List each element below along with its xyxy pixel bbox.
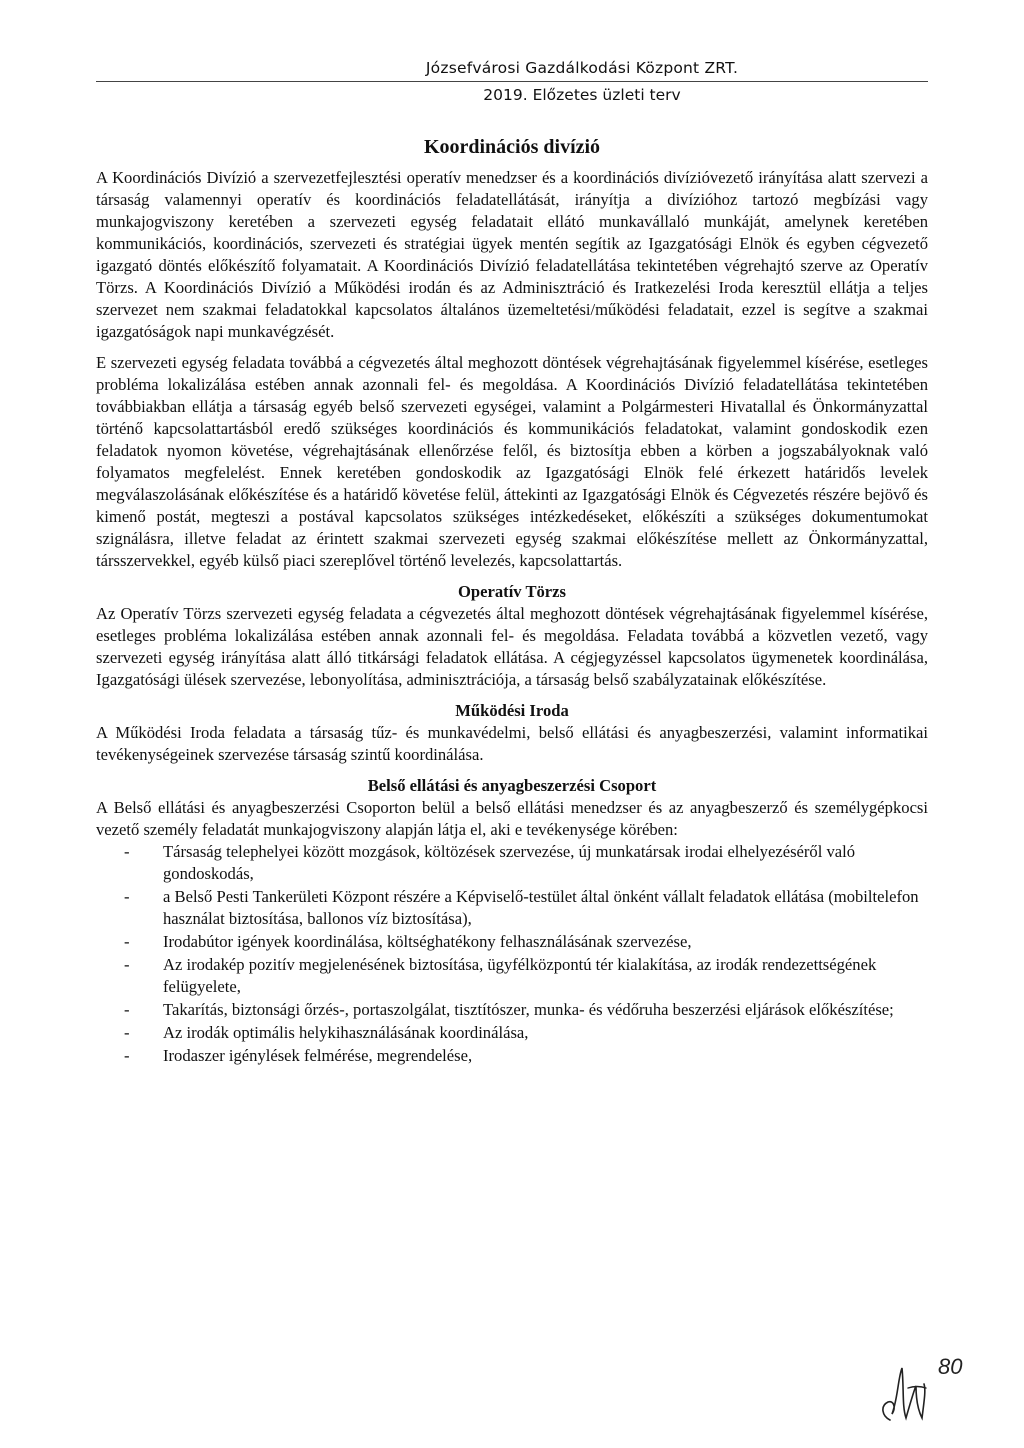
list-item: - Irodabútor igények koordinálása, költséghatékony felhasználásának szervezése, bbox=[124, 932, 692, 951]
list-item: - Társaság telephelyei között mozgások, költözések szervezése, új munkatársak irodai elhelyezéséről való gondoskodás, bbox=[124, 842, 856, 883]
list-item: - Irodaszer igénylések felmérése, megrendelése, bbox=[124, 1046, 473, 1065]
dash-marker: - bbox=[124, 842, 130, 861]
page-title: Koordinációs divízió bbox=[423, 136, 601, 158]
dash-marker: - bbox=[124, 955, 130, 974]
task-list bbox=[96, 841, 928, 1067]
dash-marker: - bbox=[124, 932, 130, 951]
dash-marker: - bbox=[124, 1046, 130, 1065]
section-text-mukodesi: A Működési Iroda feladata a társaság tűz- és munkavédelmi, belső ellátási és anyagbeszerzési, valamint informatikai tevékenységeinek szervezése társaság szintű koordinálása. bbox=[96, 723, 928, 764]
dash-marker: - bbox=[124, 1000, 130, 1019]
signature-stroke bbox=[883, 1368, 925, 1420]
section-text-operativ: Az Operatív Törzs szervezeti egység feladata a cégvezetés által meghozott döntések végrehajtásának figyelemmel kísérése, esetleges probléma lokalizálása estében annak azonnali fel- és megoldása. Feladata továbbá a közvetlen vezető, vagy szervezeti egység irányítása alatt álló titkársági feladatok ellátása. A cégjegyzéssel kapcsolatos ügymenetek koordinálása, Igazgatósági ülések szervezése, lebonyolítása, adminisztrációja, a társaság belső szabályzatainak előkészítése. bbox=[96, 604, 928, 689]
document-page bbox=[96, 58, 928, 1068]
header-organization: Józsefvárosi Gazdálkodási Központ ZRT. bbox=[425, 59, 739, 77]
paragraph-tasks: E szervezeti egység feladata továbbá a cégvezetés által meghozott döntések végrehajtásának figyelemmel kísérése, esetleges probléma lokalizálása estében annak azonnali fel- és megoldása. A Koordinációs Divízió feladatellátása tekintetében továbbiakban ellátja a társaság egyéb belső szervezeti egységei, valamint a Polgármesteri Hivatallal és Önkormányzattal történő kapcsolattartásból eredő szükséges koordinációs és kommunikációs feladatokat, valamint gondoskodik ezen feladatok nyomon követése, végrehajtásának ellenőrzése felől, és biztosítja ebben a körben a jogszabályoknak való folyamatos megfelelést. Ennek keretében gondoskodik az Igazgatósági Elnök felé érkezett határidős levelek megválaszolásának előkészítése és a határidő követése felül, áttekinti az Igazgatósági Elnök és Cégvezetés részére bejövő és kimenő postát, megteszi a postával kapcsolatos szükséges intézkedéseket, előkészíti a szükséges dokumentumokat szignálásra, illetve feladat az érintett szakmai szervezeti egység szakmai előkészítése mellett az Önkormányzattal, társszervekkel, egyéb külső piaci szereplővel történő levelezés, kapcsolattartás. bbox=[96, 353, 928, 570]
section-heading-belso: Belső ellátási és anyagbeszerzési Csoport bbox=[367, 776, 657, 795]
list-item: - Az irodák optimális helykihasználásának koordinálása, bbox=[124, 1023, 529, 1042]
dash-marker: - bbox=[124, 887, 130, 906]
header-plan-title: 2019. Előzetes üzleti terv bbox=[483, 86, 681, 104]
section-text-belso: A Belső ellátási és anyagbeszerzési Csoporton belül a belső ellátási menedzser és az anyagbeszerző és személygépkocsi vezető személy feladatát munkajogviszony alapján látja el, aki e tevékenysége körében: bbox=[96, 798, 928, 839]
dash-marker: - bbox=[124, 1023, 130, 1042]
section-heading-mukodesi: Működési Iroda bbox=[455, 701, 569, 720]
section-heading-operativ: Operatív Törzs bbox=[458, 582, 566, 601]
list-item: - a Belső Pesti Tankerületi Központ részére a Képviselő-testület által önként vállalt feladatok ellátása (mobiltelefon használat biztosítása, ballonos víz biztosítása), bbox=[124, 887, 919, 928]
list-item: - Az irodakép pozitív megjelenésének biztosítása, ügyfélközpontú tér kialakítása, az irodák rendezettségének felügyelete, bbox=[124, 955, 877, 996]
paragraph-intro: A Koordinációs Divízió a szervezetfejlesztési operatív menedzser és a koordinációs divízióvezető irányítása alatt szervezi a társaság valamennyi operatív és koordinációs feladatellátását, irányítja a divízióhoz tartozó megbízási vagy munkajogviszony keretében a szervezeti egység feladatait ellátó munkavállaló munkáját, amelynek keretében kommunikációs, koordinációs, szervezeti és stratégiai ügyek mentén segítik az Igazgatósági Elnök és egyben cégvezető igazgató döntés előkészítő folyamatait. A Koordinációs Divízió feladatellátása tekintetében végrehajtó szerve az Operatív Törzs. A Koordinációs Divízió a Működési irodán és az Adminisztráció és Iratkezelési Iroda keresztül ellátja a teljes szervezet nem szakmai feladatokkal kapcsolatos általános üzemeltetési/működési feladatait, ezzel is segítve a szakmai igazgatóságok napi munkavégzését. bbox=[96, 168, 928, 341]
handwritten-signature bbox=[868, 1328, 988, 1428]
header-divider bbox=[96, 81, 928, 82]
page-number-handwritten: 80 bbox=[938, 1354, 963, 1379]
signature-stroke bbox=[908, 1387, 926, 1389]
list-item: - Takarítás, biztonsági őrzés-, portaszolgálat, tisztítószer, munka- és védőruha beszerzési eljárások előkészítése; bbox=[124, 1000, 894, 1019]
